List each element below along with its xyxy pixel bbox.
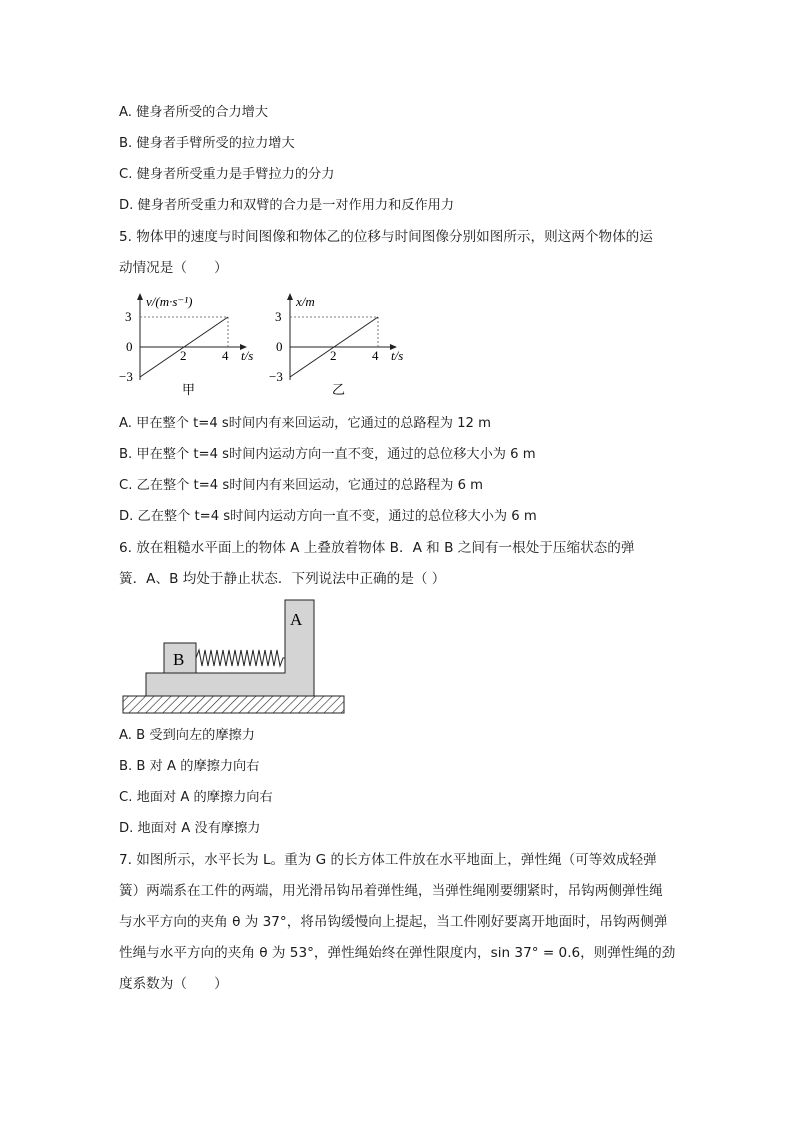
y-axis-label: x/m: [296, 294, 315, 309]
q5-option-b: B. 甲在整个 t=4 s时间内运动方向一直不变，通过的总位移大小为 6 m: [119, 447, 536, 462]
q6-option-d: D. 地面对 A 没有摩擦力: [119, 821, 261, 836]
graph-caption: 甲: [182, 382, 196, 397]
x-tick-2: 2: [180, 348, 187, 363]
q6-option-b: B. B 对 A 的摩擦力向右: [119, 759, 260, 774]
q6-option-a: A. B 受到向左的摩擦力: [119, 728, 255, 743]
q7-line3: 与水平方向的夹角 θ 为 37°，将吊钩缓慢向上提起，当工件刚好要离开地面时，吊钩两侧弹: [119, 914, 668, 930]
q4-option-d: D. 健身者所受重力和双臂的合力是一对作用力和反作用力: [119, 198, 455, 213]
q4-option-b: B. 健身者手臂所受的拉力增大: [119, 136, 295, 151]
spring-block-diagram: [118, 596, 350, 718]
y-tick-neg3: −3: [269, 369, 283, 384]
y-axis-arrow: [137, 293, 143, 300]
x-axis-label: t/s: [391, 348, 404, 363]
y-tick-3: 3: [125, 309, 132, 324]
y-tick-0: 0: [276, 339, 283, 354]
spring: [196, 650, 285, 666]
q5-option-a: A. 甲在整个 t=4 s时间内有来回运动，它通过的总路程为 12 m: [119, 416, 491, 431]
ground-surface: [123, 696, 344, 713]
y-tick-neg3: −3: [119, 369, 133, 384]
graph-caption: 乙: [332, 382, 346, 397]
q5-option-d: D. 乙在整个 t=4 s时间内运动方向一直不变，通过的总位移大小为 6 m: [119, 509, 537, 524]
y-axis-label: v/(m·s⁻¹): [146, 294, 193, 309]
q6-option-c: C. 地面对 A 的摩擦力向右: [119, 790, 273, 805]
x-tick-2: 2: [330, 348, 337, 363]
q4-option-a: A. 健身者所受的合力增大: [119, 105, 269, 120]
graph-jia: [118, 290, 268, 402]
y-tick-3: 3: [275, 309, 282, 324]
x-tick-4: 4: [222, 348, 229, 363]
q7-line4: 性绳与水平方向的夹角 θ 为 53°，弹性绳始终在弹性限度内，sin 37° = 0.6，则弹性绳的劲: [119, 945, 676, 961]
q7-line2: 簧）两端系在工件的两端，用光滑吊钩吊着弹性绳，当弹性绳刚要绷紧时，吊钩两侧弹性绳: [119, 883, 663, 899]
q6-stem-line2: 簧．A、B 均处于静止状态．下列说法中正确的是（ ）: [119, 571, 446, 587]
q6-stem-line1: 6. 放在粗糙水平面上的物体 A 上叠放着物体 B．A 和 B 之间有一根处于压缩状态的弹: [119, 540, 635, 556]
x-tick-4: 4: [372, 348, 379, 363]
y-axis-arrow: [287, 293, 293, 300]
q5-stem-line1: 5. 物体甲的速度与时间图像和物体乙的位移与时间图像分别如图所示，则这两个物体的运: [119, 229, 653, 245]
q7-line5: 度系数为（ ）: [119, 976, 228, 992]
graph-yi: [268, 290, 418, 402]
q5-stem-line2: 动情况是（ ）: [119, 260, 228, 276]
q7-line1: 7. 如图所示，水平长为 L。重为 G 的长方体工件放在水平地面上，弹性绳（可等效成轻弹: [119, 852, 657, 868]
q4-option-c: C. 健身者所受重力是手臂拉力的分力: [119, 167, 335, 182]
y-tick-0: 0: [126, 339, 133, 354]
x-axis-label: t/s: [241, 348, 254, 363]
label-b: B: [173, 650, 185, 669]
label-a: A: [290, 610, 303, 629]
q5-option-c: C. 乙在整个 t=4 s时间内有来回运动，它通过的总路程为 6 m: [119, 478, 484, 493]
